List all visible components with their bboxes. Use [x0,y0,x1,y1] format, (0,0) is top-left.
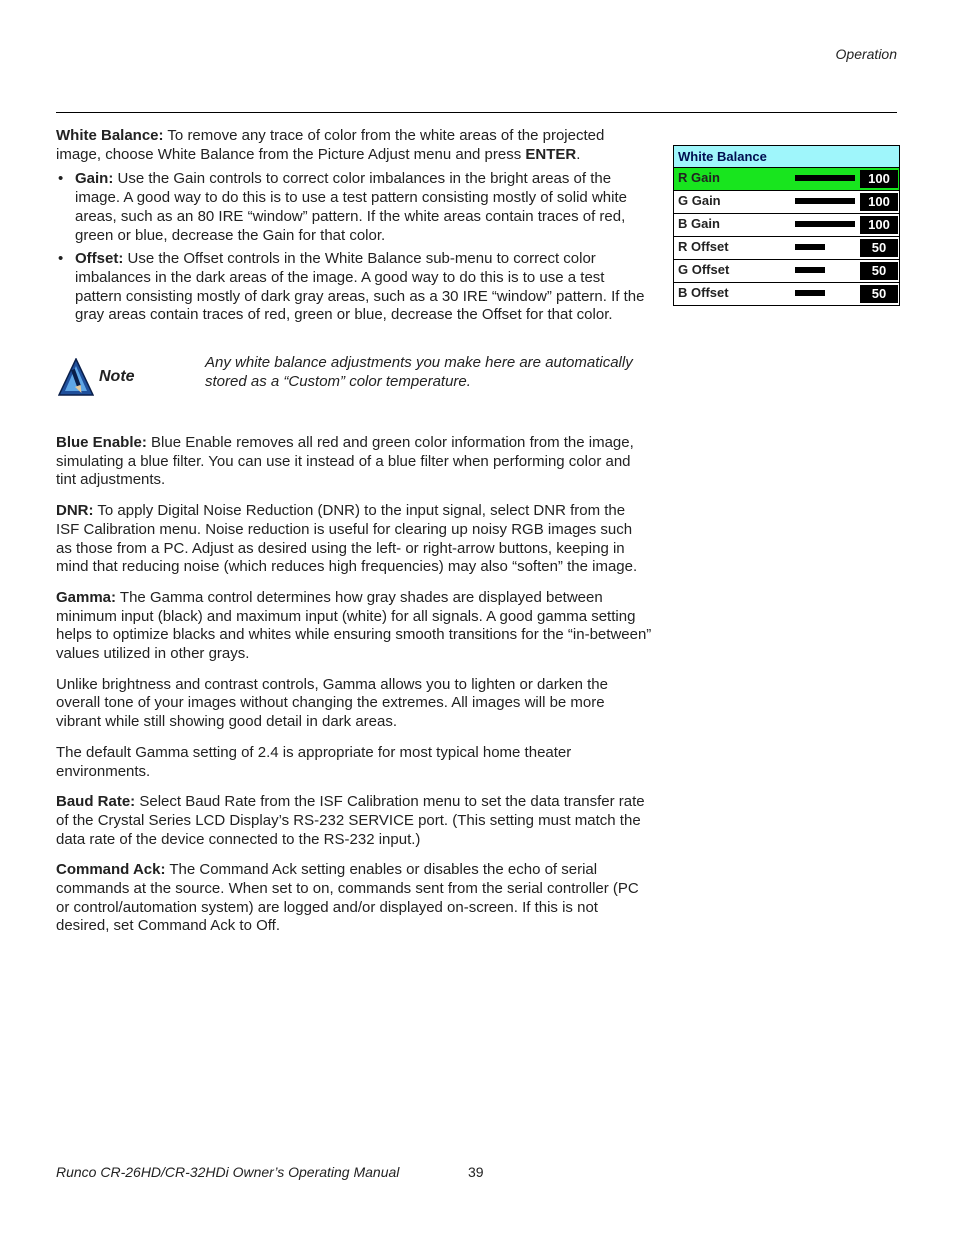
baud-rate-paragraph [56,793,652,849]
dnr-text: To apply Digital Noise Reduction (DNR) to the input signal, select DNR from the ISF Calibration menu. Noise reduction is useful for clearing up noisy RGB images such as those from a PC. Adjust as desired using the left- or right-arrow buttons, keeping in mind that reducing noise (which reduces high frequencies) may also “soften” the image. [56,502,638,576]
level-bar [795,267,825,273]
enter-key: ENTER [525,145,577,163]
level-bar [795,290,825,296]
white-balance-term: White Balance: [56,127,164,144]
blue-enable-term: Blue Enable: [56,434,147,451]
blue-enable-paragraph [56,434,652,490]
menu-row-label: G Offset [678,262,730,277]
white-balance-section [56,127,652,325]
dnr-term: DNR: [56,502,94,520]
white-balance-menu [673,145,900,306]
menu-row-value: 100 [860,170,898,188]
settings-descriptions [56,434,652,936]
menu-row-b-gain[interactable] [674,213,899,236]
dnr-paragraph [56,502,652,577]
baud-rate-term: Baud Rate: [56,793,136,811]
note-text: Any white balance adjustments you make here are automatically stored as a “Custom” color temperature. [205,354,633,390]
menu-row-label: B Gain [678,216,720,231]
menu-row-b-offset[interactable] [674,282,899,305]
menu-row-r-offset[interactable] [674,236,899,259]
page-number: 39 [468,1164,484,1180]
level-bar [795,221,855,227]
gamma-term: Gamma: [56,588,117,606]
command-ack-text: The Command Ack setting enables or disables the echo of serial commands at the source. When set to on, commands sent from the serial controller (PC or control/automation system) are logged and/or displayed on-screen. If this is not desired, set Command Ack to Off. [56,861,639,935]
menu-row-g-offset[interactable] [674,259,899,282]
level-bar [795,198,855,204]
gamma-paragraph [56,589,652,664]
gain-term: Gain: [75,170,114,188]
gamma-default-text: The default Gamma setting of 2.4 is appropriate for most typical home theater environments. [56,743,572,780]
gain-text: Use the Gain controls to correct color imbalances in the bright areas of the image. A good way to do this is to use a test pattern consisting mostly of solid white areas, such as an 80 IRE “window” pattern. If the white areas contain traces of red, green or blue, decrease the Gain for that color. [75,170,627,244]
bullet-gain [56,170,652,245]
menu-row-label: B Offset [678,285,729,300]
menu-row-value: 100 [860,216,898,234]
command-ack-paragraph [56,861,652,936]
menu-row-r-gain[interactable] [674,167,899,190]
running-header: Operation [835,46,897,62]
menu-row-label: R Gain [678,170,720,185]
offset-term: Offset: [75,250,124,268]
menu-row-value: 100 [860,193,898,211]
menu-row-value: 50 [860,239,898,257]
level-bar [795,175,855,181]
white-balance-text: To remove any trace of color from the white areas of the projected image, choose White Balance from the Picture Adjust menu and press [56,127,605,163]
baud-rate-text: Select Baud Rate from the ISF Calibration menu to set the data transfer rate of the Crystal Series LCD Display’s RS-232 SERVICE port. (This setting must match the data rate of the device connected to the RS-232 input.) [56,793,645,848]
adjustment-bullets [56,170,652,325]
blue-enable-text: Blue Enable removes all red and green color information from the image, simulating a blue filter. You can use it instead of a blue filter when performing color and tint adjustments. [56,434,634,489]
menu-row-value: 50 [860,285,898,303]
gamma-default-paragraph [56,744,652,781]
gamma-extremes-paragraph [56,676,652,732]
level-bar [795,244,825,250]
white-balance-paragraph [56,127,652,164]
offset-text: Use the Offset controls in the White Balance sub-menu to correct color imbalances in the dark areas of the image. A good way to do this is to use a test pattern consisting mostly of dark gray areas, such as a 30 IRE “window” pattern. If the gray areas contain traces of red, green or blue, decrease the Offset for that color. [75,250,645,324]
gamma-text: The Gamma control determines how gray shades are displayed between minimum input (black) and maximum input (white) for all signals. A good gamma setting helps to optimize blacks and whites while ensuring smooth transitions for the “in-between” values utilized in other grays. [56,588,652,663]
menu-title: White Balance [674,146,899,167]
bullet-offset [56,250,652,325]
menu-row-g-gain[interactable] [674,190,899,213]
note-label: Note [99,368,135,385]
menu-row-label: G Gain [678,193,721,208]
gamma-extremes-text: Unlike brightness and contrast controls, Gamma allows you to lighten or darken the overall tone of your images without changing the extremes. All images will be more vibrant while still showing good detail in dark areas. [56,675,608,731]
header-rule [56,112,897,113]
menu-row-label: R Offset [678,239,729,254]
menu-row-value: 50 [860,262,898,280]
note-pencil-icon [58,358,94,396]
command-ack-term: Command Ack: [56,861,166,879]
white-balance-after: . [576,145,581,163]
footer-manual-title: Runco CR-26HD/CR-32HDi Owner’s Operating Manual [56,1164,400,1180]
